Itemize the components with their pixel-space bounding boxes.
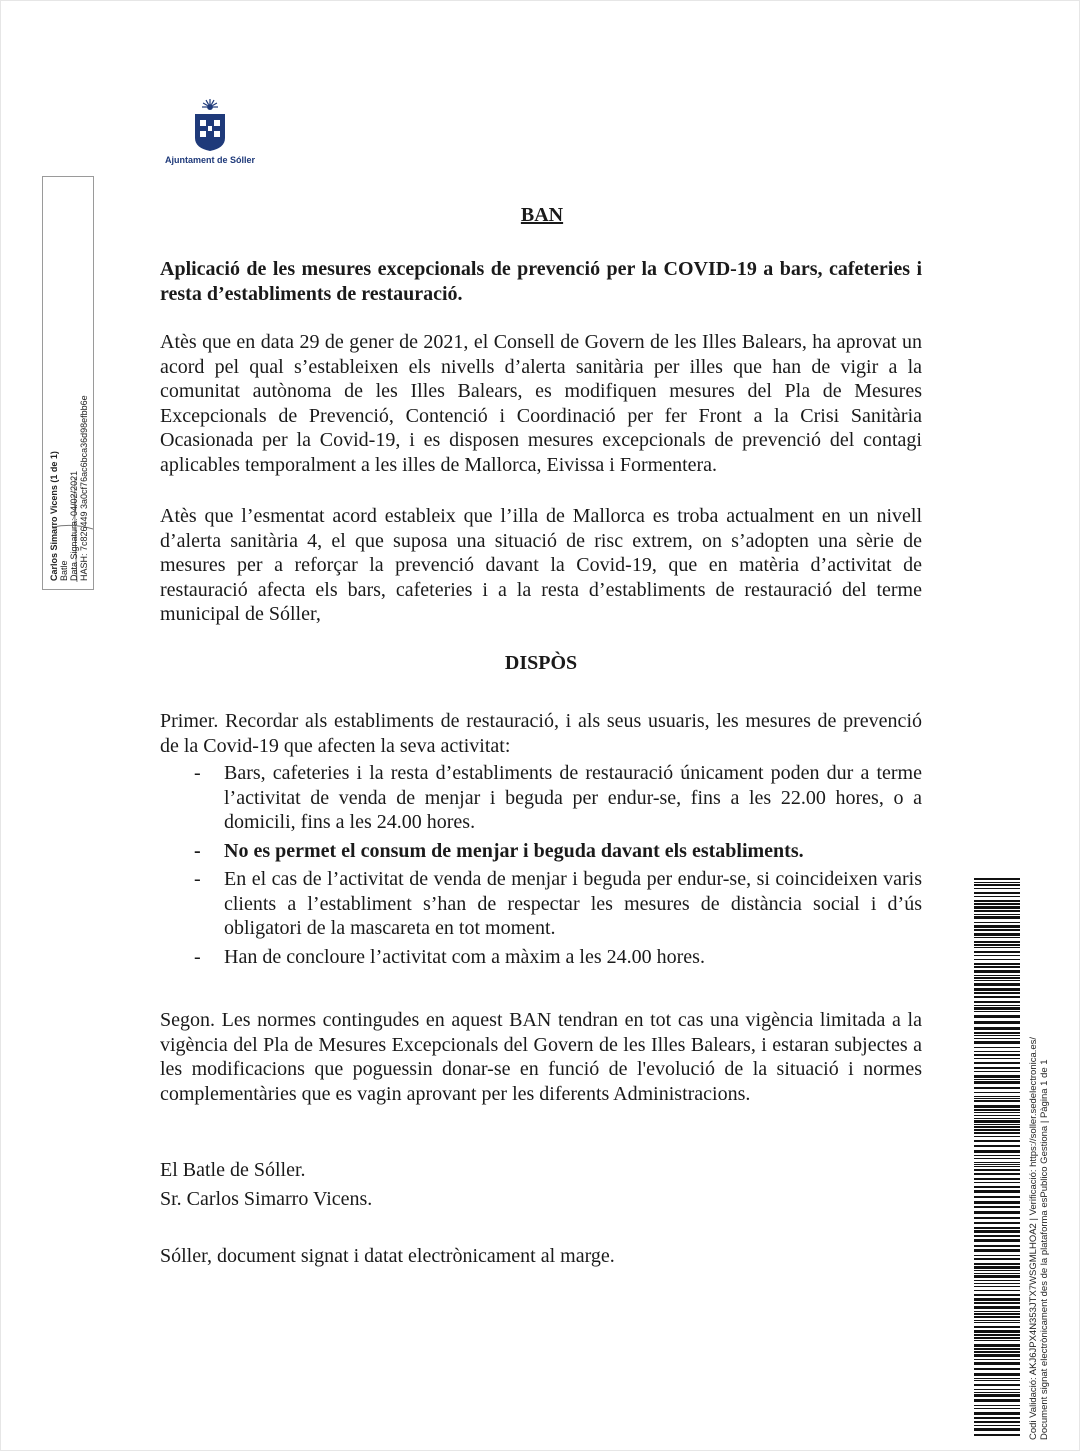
measures-list	[160, 761, 922, 973]
bullet-dash: -	[194, 945, 201, 968]
barcode-bar	[974, 1035, 1020, 1036]
segon-paragraph: Segon. Les normes contingudes en aquest BAN tendran en tot cas una vigència limitada a la vigència del Pla de Mesures Excepcionals del Govern de les Illes Balears, i estaran subjectes a les modificacions que poguessin donar-se en funció de l'evolució de la situació i normes complementàries que es vagin aprovant per les diferents Administracions.	[160, 1009, 922, 1105]
closing-name: Sr. Carlos Simarro Vicens.	[160, 1188, 373, 1210]
barcode-bar	[974, 1062, 1020, 1064]
barcode-bar	[974, 1032, 1020, 1034]
barcode-bar	[974, 1362, 1020, 1365]
barcode-bar	[974, 1421, 1020, 1423]
list-item	[160, 867, 922, 941]
barcode-bar	[974, 1434, 1020, 1436]
barcode-bar	[974, 1071, 1020, 1072]
barcode-bar	[974, 1015, 1020, 1018]
barcode-bar	[974, 1112, 1020, 1113]
barcode-bar	[974, 1412, 1020, 1415]
barcode-bar	[974, 1105, 1020, 1108]
barcode-bar	[974, 1096, 1020, 1097]
barcode-bar	[974, 1005, 1020, 1006]
barcode-bar	[974, 1092, 1020, 1093]
list-item	[160, 761, 922, 835]
barcode-bar	[974, 963, 1020, 965]
barcode-bar	[974, 1007, 1020, 1010]
barcode-bar	[974, 983, 1020, 986]
barcode-bar	[974, 1222, 1020, 1224]
logo-caption: Ajuntament de Sóller	[164, 155, 255, 165]
barcode-bar	[974, 933, 1020, 936]
coat-of-arms-icon	[189, 98, 231, 153]
closing-role: El Batle de Sóller.	[160, 1159, 306, 1181]
bullet-dash: -	[194, 868, 201, 890]
signer-name: Carlos Simarro Vicens (1 de 1)	[49, 451, 59, 581]
barcode-bar	[974, 1239, 1020, 1242]
barcode-bar	[974, 1067, 1020, 1069]
barcode-bar	[974, 975, 1020, 976]
primer-paragraph: Primer. Recordar als establiments de restauració, i als seus usuaris, les mesures de prevenció de la Covid-19 que afecten la seva activitat:	[160, 710, 922, 757]
barcode-bar	[974, 1311, 1020, 1312]
barcode-bar	[974, 1302, 1020, 1304]
signature-stamp	[42, 176, 94, 590]
barcode-bar	[974, 1380, 1020, 1381]
barcode-bar	[974, 1245, 1020, 1247]
municipal-logo	[158, 98, 268, 170]
barcode-bar	[974, 1359, 1020, 1360]
barcode-bar	[974, 1255, 1020, 1256]
verification-text	[1028, 880, 1050, 1440]
barcode-bar	[974, 1124, 1020, 1125]
barcode-bar	[974, 1182, 1020, 1183]
barcode-bar	[974, 1075, 1020, 1078]
list-item-text: No es permet el consum de menjar i beguda davant els establiments.	[224, 839, 804, 862]
barcode-bar	[974, 1217, 1020, 1219]
list-item-text: En el cas de l’activitat de venda de menjar i beguda per endur-se, si coincideixen varis clients a l’establiment s’han de respectar les mesures de distància social i d’ús obligatori de la mascareta en tot moment.	[224, 868, 922, 939]
barcode-bar	[974, 1087, 1020, 1089]
signature-text	[49, 181, 89, 581]
barcode-bar	[974, 1428, 1020, 1431]
barcode-bar	[974, 1283, 1020, 1284]
barcode-bar	[974, 1273, 1020, 1274]
barcode-bar	[974, 1109, 1020, 1111]
document-title: BAN	[520, 204, 564, 226]
barcode-bar	[974, 1001, 1020, 1003]
barcode-bar	[974, 1190, 1020, 1193]
barcode-bar	[974, 1051, 1020, 1052]
barcode-bar	[974, 929, 1020, 931]
document-subject: Aplicació de les mesures excepcionals de prevenció per la COVID-19 a bars, cafeteries i resta d’establiments de restauració.	[160, 258, 922, 305]
barcode-bar	[974, 937, 1020, 938]
barcode-bar	[974, 1313, 1020, 1315]
barcode-bar	[974, 970, 1020, 973]
barcode-bar	[974, 1011, 1020, 1012]
barcode-bar	[974, 955, 1020, 956]
verification-line-1: Codi Validació: AKJ6JPX4N353JTX7WSGMLHOA2 | Verificació: https://soller.sedelectronica.es/	[1028, 1036, 1039, 1440]
barcode-bar	[974, 1081, 1020, 1084]
signer-role: Batle	[59, 560, 69, 581]
barcode-bar	[974, 959, 1020, 960]
barcode-bar	[974, 1249, 1020, 1252]
barcode-bar	[974, 1098, 1020, 1099]
barcode-bar	[974, 1058, 1020, 1059]
barcode-bar	[974, 916, 1020, 919]
signature-hash: HASH: 7c826449 3a0cf76ac6bca36d98efbb6e	[79, 395, 89, 581]
barcode-bar	[974, 1417, 1020, 1419]
barcode-bar	[974, 906, 1020, 909]
barcode-bar	[974, 884, 1020, 886]
barcode-bar	[974, 1054, 1020, 1056]
barcode-bar	[974, 878, 1020, 880]
signature-date: Data Signatura: 04/02/2021	[69, 470, 79, 581]
barcode-bar	[974, 1392, 1020, 1393]
barcode-bar	[974, 1337, 1020, 1339]
barcode-bar	[974, 1348, 1020, 1350]
barcode-bar	[974, 1354, 1020, 1357]
barcode	[974, 878, 1020, 1438]
barcode-bar	[974, 1178, 1020, 1180]
barcode-bar	[974, 1129, 1020, 1131]
dispos-heading: DISPÒS	[504, 652, 578, 674]
barcode-bar	[974, 1230, 1020, 1233]
barcode-bar	[974, 1079, 1020, 1080]
barcode-bar	[974, 1145, 1020, 1147]
barcode-bar	[974, 1166, 1020, 1167]
barcode-bar	[974, 944, 1020, 946]
barcode-bar	[974, 1173, 1020, 1175]
barcode-bar	[974, 1378, 1020, 1379]
barcode-bar	[974, 896, 1020, 897]
barcode-bar	[974, 1322, 1020, 1323]
barcode-bar	[974, 1394, 1020, 1397]
paragraph-2: Atès que l’esmentat acord estableix que l’illa de Mallorca es troba actualment en un nivell d’alerta sanitària 4, el que suposa una situació de risc extrem, on s’adopten una sèrie de mesures per a reforçar la prevenció davant la Covid-19, que en matèria d’activitat de restauració afecta els bars, cafeteries i a la resta d’establiments de restauració del terme municipal de Sóller,	[160, 505, 922, 625]
verification-line-2: Document signat electrònicament des de la plataforma esPublico Gestiona | Pàgina 1 de 1	[1039, 1059, 1050, 1440]
barcode-bar	[974, 1389, 1020, 1390]
barcode-bar	[974, 992, 1020, 994]
barcode-bar	[974, 1270, 1020, 1271]
barcode-bar	[974, 882, 1020, 883]
barcode-bar	[974, 1211, 1020, 1214]
list-item-text: Han de concloure l’activitat com a màxim a les 24.00 hores.	[224, 945, 705, 968]
barcode-bar	[974, 1425, 1020, 1426]
barcode-bar	[974, 1164, 1020, 1165]
barcode-bar	[974, 1405, 1020, 1406]
barcode-bar	[974, 1206, 1020, 1208]
barcode-bar	[974, 1132, 1020, 1134]
barcode-bar	[974, 888, 1020, 889]
barcode-bar	[974, 1384, 1020, 1386]
list-item-text: Bars, cafeteries i la resta d’establiments de restauració únicament poden dur a terme l’activitat de venda de menjar i beguda per endur-se, fins a les 22.00 hores, o a domicili, fins a les 24.00 hores.	[224, 762, 922, 833]
barcode-bar	[974, 1047, 1020, 1048]
barcode-bar	[974, 951, 1020, 953]
barcode-bar	[974, 1399, 1020, 1402]
barcode-bar	[974, 1344, 1020, 1347]
barcode-bar	[974, 1038, 1020, 1039]
barcode-bar	[974, 1027, 1020, 1030]
barcode-bar	[974, 1275, 1020, 1278]
barcode-bar	[974, 1351, 1020, 1353]
barcode-bar	[974, 1316, 1020, 1318]
barcode-bar	[974, 1201, 1020, 1204]
barcode-bar	[974, 1368, 1020, 1370]
barcode-bar	[974, 1266, 1020, 1269]
barcode-bar	[974, 1227, 1020, 1229]
barcode-bar	[974, 1280, 1020, 1281]
barcode-bar	[974, 1126, 1020, 1128]
barcode-bar	[974, 910, 1020, 912]
barcode-bar	[974, 914, 1020, 915]
barcode-bar	[974, 980, 1020, 981]
barcode-bar	[974, 1100, 1020, 1102]
barcode-bar	[974, 903, 1020, 905]
bullet-dash: -	[194, 839, 201, 862]
paragraph-1: Atès que en data 29 de gener de 2021, el Consell de Govern de les Illes Balears, ha aprovat un acord pel qual s’estableixen els nivells d’alerta sanitària per illes que han de vigir a la comunitat autònoma de les Illes Balears, es modifiquen mesures del Pla de Mesures Excepcionals de Prevenció, Contenció i Coordinació per fer Front a la Crisi Sanitària Ocasionada per la Covid-19, i es disposen mesures excepcionals de prevenció del contagi aplicables temporalment a les illes de Mallorca, Eivissa i Formentera.	[160, 331, 922, 476]
barcode-bar	[974, 1158, 1020, 1159]
list-item	[160, 839, 922, 864]
barcode-bar	[974, 922, 1020, 923]
barcode-bar	[974, 1306, 1020, 1309]
barcode-bar	[974, 977, 1020, 979]
barcode-bar	[974, 1263, 1020, 1265]
barcode-bar	[974, 1330, 1020, 1333]
barcode-bar	[974, 1286, 1020, 1287]
barcode-bar	[974, 1196, 1020, 1198]
barcode-bar	[974, 1150, 1020, 1153]
barcode-bar	[974, 1041, 1020, 1044]
barcode-bar	[974, 1326, 1020, 1328]
closing-note: Sóller, document signat i datat electrònicament al marge.	[160, 1245, 615, 1267]
barcode-bar	[974, 966, 1020, 968]
barcode-bar	[974, 1235, 1020, 1237]
barcode-bar	[974, 1021, 1020, 1024]
barcode-bar	[974, 1120, 1020, 1123]
barcode-bar	[974, 1320, 1020, 1321]
barcode-bar	[974, 996, 1020, 998]
barcode-bar	[974, 1115, 1020, 1116]
barcode-bar	[974, 1169, 1020, 1171]
barcode-bar	[974, 941, 1020, 943]
bullet-dash: -	[194, 762, 201, 784]
barcode-bar	[974, 1136, 1020, 1137]
barcode-bar	[974, 1258, 1020, 1260]
barcode-bar	[974, 1140, 1020, 1142]
barcode-bar	[974, 1155, 1020, 1156]
barcode-bar	[974, 1298, 1020, 1301]
barcode-bar	[974, 892, 1020, 894]
barcode-bar	[974, 925, 1020, 928]
barcode-bar	[974, 1290, 1020, 1291]
barcode-bar	[974, 947, 1020, 948]
barcode-bar	[974, 1334, 1020, 1336]
barcode-bar	[974, 1294, 1020, 1296]
barcode-bar	[974, 1408, 1020, 1409]
barcode-bar	[974, 1186, 1020, 1188]
barcode-bar	[974, 1340, 1020, 1341]
list-item	[160, 945, 922, 970]
barcode-bar	[974, 900, 1020, 902]
barcode-bar	[974, 1118, 1020, 1119]
barcode-bar	[974, 1373, 1020, 1376]
barcode-bar	[974, 988, 1020, 991]
barcode-bar	[974, 1162, 1020, 1163]
